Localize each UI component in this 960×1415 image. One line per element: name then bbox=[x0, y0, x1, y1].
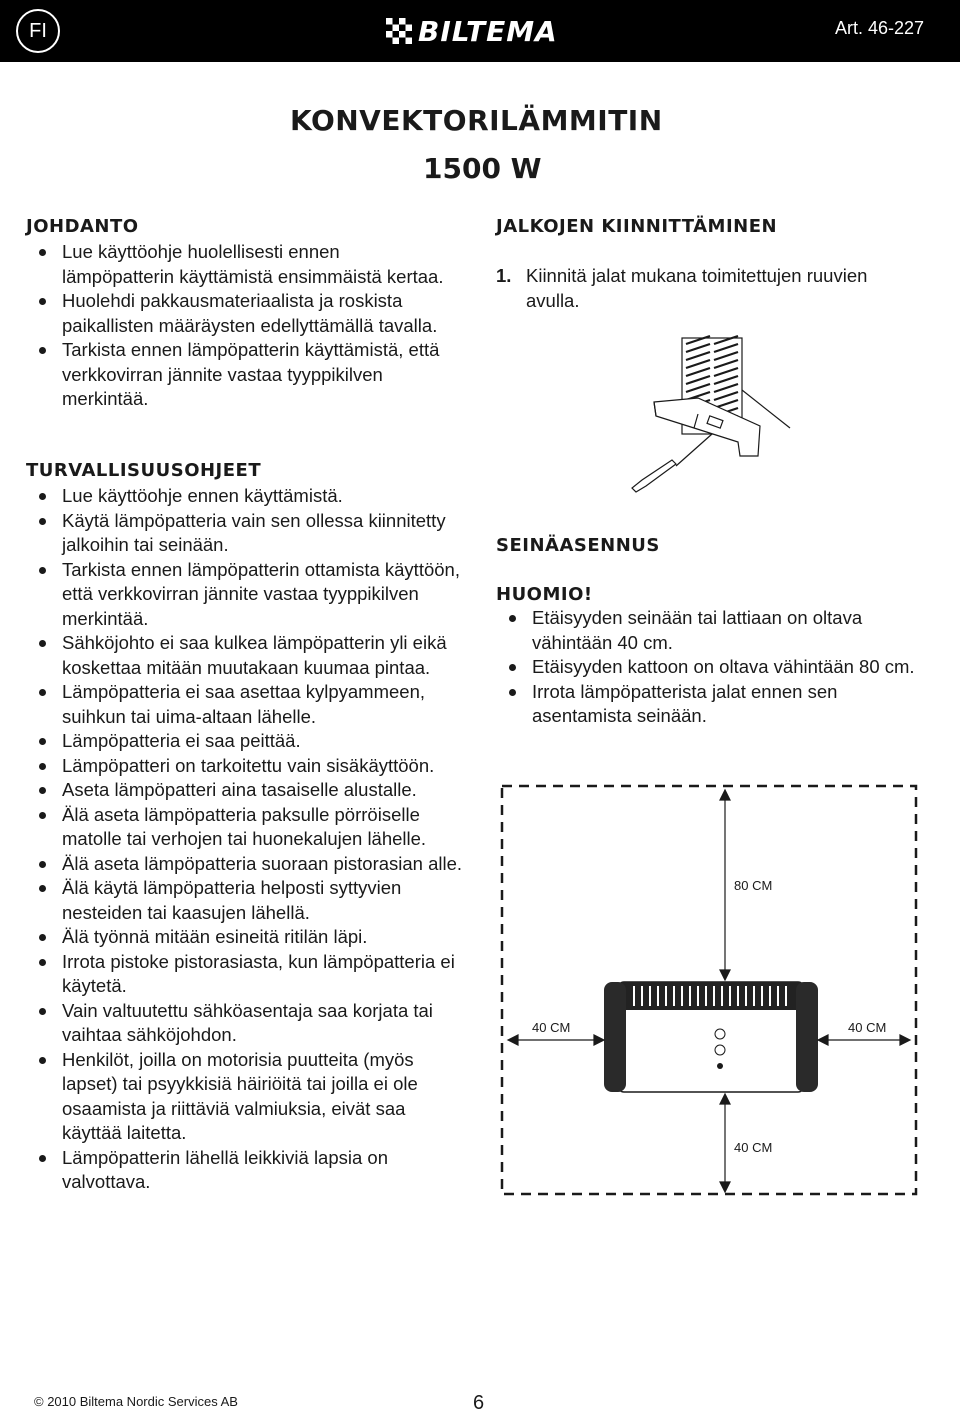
list-item: Irrota lämpöpatterista jalat ennen sen asentamista seinään. bbox=[500, 680, 920, 729]
feet-step bbox=[496, 264, 926, 313]
safety-heading: TURVALLISUUSOHJEET bbox=[26, 460, 262, 481]
language-badge: FI bbox=[16, 9, 60, 53]
list-item: Älä työnnä mitään esineitä ritilän läpi. bbox=[30, 925, 468, 950]
dim-top-label: 80 CM bbox=[734, 878, 773, 893]
intro-heading: JOHDANTO bbox=[26, 216, 139, 237]
step-number: 1. bbox=[496, 265, 512, 286]
list-item: Etäisyyden seinään tai lattiaan on oltava vähintään 40 cm. bbox=[500, 606, 920, 655]
wall-heading: SEINÄASENNUS bbox=[496, 535, 660, 556]
foot-mounting-illustration bbox=[620, 330, 800, 510]
dim-left-label: 40 CM bbox=[532, 1020, 571, 1035]
intro-list bbox=[30, 240, 450, 412]
checker-icon bbox=[386, 18, 412, 44]
list-item: Älä aseta lämpöpatteria paksulle pörröiselle matolle tai verhojen tai huonekalujen lähelle. bbox=[30, 803, 468, 852]
list-item: Lämpöpatterin lähellä leikkiviä lapsia on valvottava. bbox=[30, 1146, 468, 1195]
note-heading: HUOMIO! bbox=[496, 584, 593, 605]
list-item: Tarkista ennen lämpöpatterin ottamista käyttöön, että verkkovirran jännite vastaa tyyppikilven merkintää. bbox=[30, 558, 468, 632]
list-item: Irrota pistoke pistorasiasta, kun lämpöpatteria ei käytetä. bbox=[30, 950, 468, 999]
document-subtitle: 1500 W bbox=[423, 152, 542, 185]
list-item: Etäisyyden kattoon on oltava vähintään 80 cm. bbox=[500, 655, 920, 680]
page-number: 6 bbox=[473, 1392, 485, 1414]
list-item: Lämpöpatteria ei saa peittää. bbox=[30, 729, 468, 754]
heater-illustration bbox=[604, 982, 818, 1092]
list-item: Lämpöpatteri on tarkoitettu vain sisäkäyttöön. bbox=[30, 754, 468, 779]
step-text: Kiinnitä jalat mukana toimitettujen ruuvien avulla. bbox=[526, 265, 868, 311]
list-item: Älä aseta lämpöpatteria suoraan pistorasian alle. bbox=[30, 852, 468, 877]
copyright: © 2010 Biltema Nordic Services AB bbox=[34, 1394, 238, 1409]
document-title: KONVEKTORILÄMMITIN bbox=[290, 104, 663, 137]
list-item: Käytä lämpöpatteria vain sen ollessa kiinnitetty jalkoihin tai seinään. bbox=[30, 509, 468, 558]
brand-name: BILTEMA bbox=[418, 14, 558, 48]
list-item: Lue käyttöohje huolellisesti ennen lämpöpatterin käyttämistä ensimmäistä kertaa. bbox=[30, 240, 450, 289]
header-bar bbox=[0, 0, 960, 62]
dim-right-label: 40 CM bbox=[848, 1020, 887, 1035]
list-item: Aseta lämpöpatteri aina tasaiselle alustalle. bbox=[30, 778, 468, 803]
feet-heading: JALKOJEN KIINNITTÄMINEN bbox=[496, 216, 778, 237]
list-item: Lämpöpatteria ei saa asettaa kylpyammeen, suihkun tai uima-altaan lähelle. bbox=[30, 680, 468, 729]
list-item: Lue käyttöohje ennen käyttämistä. bbox=[30, 484, 468, 509]
list-item: Huolehdi pakkausmateriaalista ja roskista paikallisten määräysten edellyttämällä tavalla. bbox=[30, 289, 450, 338]
wall-list bbox=[500, 606, 920, 729]
safety-list bbox=[30, 484, 468, 1195]
list-item: Älä käytä lämpöpatteria helposti syttyvien nesteiden tai kaasujen lähellä. bbox=[30, 876, 468, 925]
list-item: Sähköjohto ei saa kulkea lämpöpatterin yli eikä koskettaa mitään muutakaan kuumaa pintaa. bbox=[30, 631, 468, 680]
list-item: Vain valtuutettu sähköasentaja saa korjata tai vaihtaa sähköjohdon. bbox=[30, 999, 468, 1048]
list-item: Henkilöt, joilla on motorisia puutteita (myös lapset) tai psyykkisiä häiriöitä tai joilla ei ole osaamista ja riittäviä valmiuksia, eivät saa käyttää laitetta. bbox=[30, 1048, 468, 1146]
brand-logo bbox=[386, 14, 558, 48]
clearance-diagram bbox=[498, 782, 920, 1202]
dim-bottom-label: 40 CM bbox=[734, 1140, 773, 1155]
article-number: Art. 46-227 bbox=[834, 18, 924, 38]
list-item: Tarkista ennen lämpöpatterin käyttämistä, että verkkovirran jännite vastaa tyyppikilven merkintää. bbox=[30, 338, 450, 412]
